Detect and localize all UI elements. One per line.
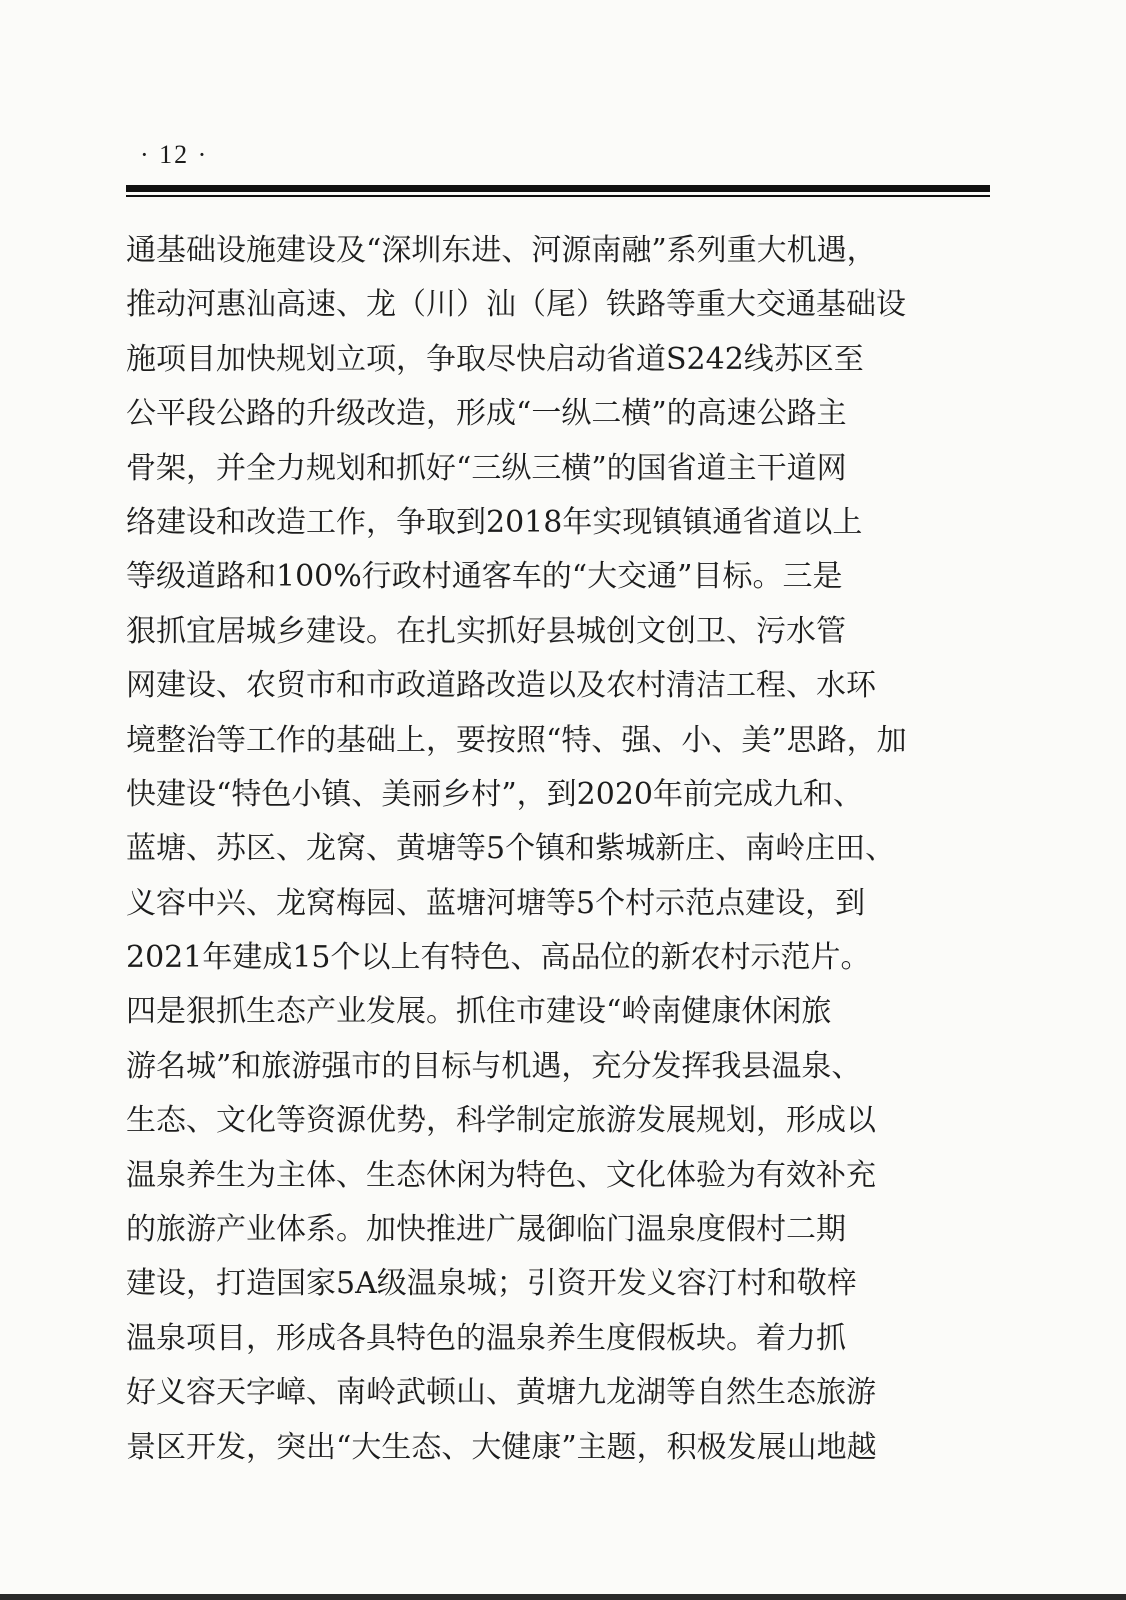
- text-line: 蓝塘、苏区、龙窝、黄塘等5个镇和紫城新庄、南岭庄田、: [126, 831, 896, 867]
- text-line: 公平段公路的升级改造，形成“一纵二横”的高速公路主: [126, 396, 847, 432]
- text-line: 施项目加快规划立项，争取尽快启动省道S242线苏区至: [126, 341, 864, 377]
- page-number: · 12 ·: [140, 140, 209, 169]
- text-line: 温泉项目，形成各具特色的温泉养生度假板块。着力抓: [126, 1320, 846, 1356]
- text-line: 生态、文化等资源优势，科学制定旅游发展规划，形成以: [126, 1103, 876, 1139]
- text-line: 狠抓宜居城乡建设。在扎实抓好县城创文创卫、污水管: [126, 613, 846, 649]
- text-line: 游名城”和旅游强市的目标与机遇，充分发挥我县温泉、: [126, 1048, 862, 1084]
- text-line: 境整治等工作的基础上，要按照“特、强、小、美”思路，加: [126, 722, 907, 758]
- header-rule-thick: [126, 185, 990, 192]
- header-rule-thin: [126, 195, 990, 197]
- text-line: 络建设和改造工作，争取到2018年实现镇镇通省道以上: [126, 504, 863, 540]
- text-line: 建设，打造国家5A级温泉城；引资开发义容汀村和敬梓: [126, 1266, 857, 1302]
- text-line: 义容中兴、龙窝梅园、蓝塘河塘等5个村示范点建设，到: [126, 885, 866, 921]
- text-line: 网建设、农贸市和市政道路改造以及农村清洁工程、水环: [126, 668, 876, 704]
- text-line: 骨架，并全力规划和抓好“三纵三横”的国省道主干道网: [126, 450, 847, 486]
- text-line: 推动河惠汕高速、龙（川）汕（尾）铁路等重大交通基础设: [126, 287, 906, 323]
- text-line: 四是狠抓生态产业发展。抓住市建设“岭南健康休闲旅: [126, 994, 832, 1030]
- text-line: 好义容天字嶂、南岭武顿山、黄塘九龙湖等自然生态旅游: [126, 1375, 876, 1411]
- text-line: 景区开发，突出“大生态、大健康”主题，积极发展山地越: [126, 1429, 877, 1465]
- text-line: 2021年建成15个以上有特色、高品位的新农村示范片。: [126, 940, 871, 976]
- text-line: 的旅游产业体系。加快推进广晟御临门温泉度假村二期: [126, 1212, 846, 1248]
- body-text: [126, 224, 990, 1475]
- text-line: 等级道路和100%行政村通客车的“大交通”目标。三是: [126, 559, 843, 595]
- scan-bottom-edge: [0, 1594, 1126, 1600]
- text-line: 快建设“特色小镇、美丽乡村”，到2020年前完成九和、: [126, 776, 864, 812]
- text-line: 温泉养生为主体、生态休闲为特色、文化体验为有效补充: [126, 1157, 876, 1193]
- text-line: 通基础设施建设及“深圳东进、河源南融”系列重大机遇，: [126, 233, 877, 268]
